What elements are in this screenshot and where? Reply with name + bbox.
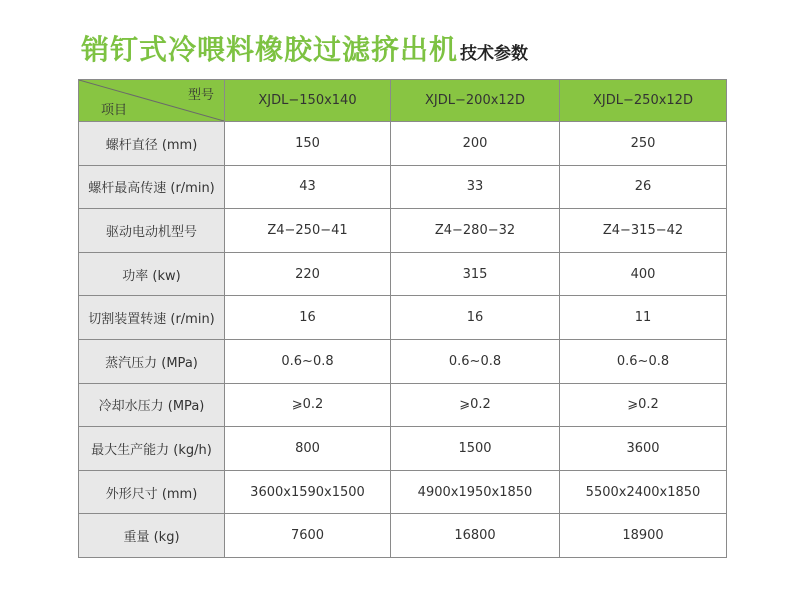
table-row	[79, 165, 727, 209]
row-label: 切割装置转速 (r/min)	[79, 296, 225, 340]
table-row	[79, 209, 727, 253]
page-title: 销钉式冷喂料橡胶过滤挤出机	[81, 33, 459, 66]
corner-item-label: 项目	[101, 103, 128, 118]
table-row	[79, 514, 727, 558]
table-row	[79, 122, 727, 166]
table-cell: ⩾0.2	[560, 383, 727, 427]
row-label: 螺杆最高传速 (r/min)	[79, 165, 225, 209]
row-label: 驱动电动机型号	[79, 209, 225, 253]
table-cell: 0.6~0.8	[225, 339, 391, 383]
table-cell: 18900	[560, 514, 727, 558]
table-cell: Z4−280−32	[391, 209, 560, 253]
table-cell: 43	[225, 165, 391, 209]
table-cell: ⩾0.2	[225, 383, 391, 427]
row-label: 螺杆直径 (mm)	[79, 122, 225, 166]
table-cell: 0.6~0.8	[560, 339, 727, 383]
table-row	[79, 470, 727, 514]
row-label: 冷却水压力 (MPa)	[79, 383, 225, 427]
table-cell: 33	[391, 165, 560, 209]
corner-model-label: 型号	[187, 88, 214, 103]
table-cell: 220	[225, 252, 391, 296]
table-cell: 3600x1590x1500	[225, 470, 391, 514]
table-cell: 16	[225, 296, 391, 340]
column-header-model: XJDL−200x12D	[391, 80, 560, 122]
table-row	[79, 296, 727, 340]
table-cell: Z4−315−42	[560, 209, 727, 253]
table-header-row	[79, 80, 727, 122]
row-label: 功率 (kw)	[79, 252, 225, 296]
table-cell: 200	[391, 122, 560, 166]
table-cell: 5500x2400x1850	[560, 470, 727, 514]
table-cell: 400	[560, 252, 727, 296]
table-cell: 1500	[391, 427, 560, 471]
table-cell: 4900x1950x1850	[391, 470, 560, 514]
table-cell: 800	[225, 427, 391, 471]
page-title-block	[81, 28, 528, 68]
table-cell: 26	[560, 165, 727, 209]
table-cell: 11	[560, 296, 727, 340]
row-label: 外形尺寸 (mm)	[79, 470, 225, 514]
spec-table	[78, 79, 727, 558]
table-cell: 150	[225, 122, 391, 166]
page-subtitle: 技术参数	[460, 44, 529, 64]
table-row	[79, 427, 727, 471]
table-cell: 16800	[391, 514, 560, 558]
column-header-model: XJDL−250x12D	[560, 80, 727, 122]
table-cell: Z4−250−41	[225, 209, 391, 253]
table-row	[79, 252, 727, 296]
table-cell: 250	[560, 122, 727, 166]
column-header-model: XJDL−150x140	[225, 80, 391, 122]
header-corner-cell	[79, 80, 225, 122]
table-cell: 7600	[225, 514, 391, 558]
table-cell: ⩾0.2	[391, 383, 560, 427]
table-cell: 315	[391, 252, 560, 296]
row-label: 蒸汽压力 (MPa)	[79, 339, 225, 383]
table-cell: 0.6~0.8	[391, 339, 560, 383]
table-cell: 16	[391, 296, 560, 340]
table-row	[79, 339, 727, 383]
table-row	[79, 383, 727, 427]
table-cell: 3600	[560, 427, 727, 471]
row-label: 重量 (kg)	[79, 514, 225, 558]
row-label: 最大生产能力 (kg/h)	[79, 427, 225, 471]
